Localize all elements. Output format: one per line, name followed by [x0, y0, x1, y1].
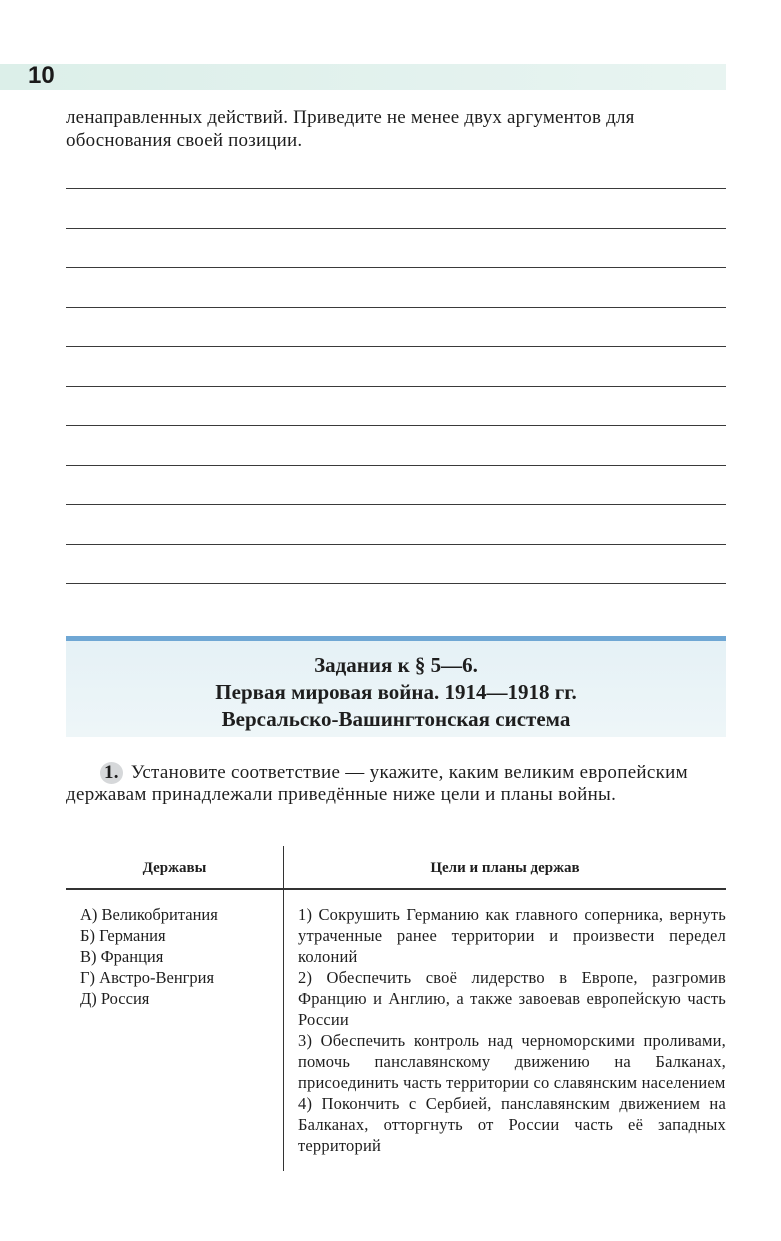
goal-item: 2) Обеспечить своё лидерство в Европе, разгромив Францию и Англию, а также завоевав европейскую часть России [298, 968, 726, 1029]
task-text: Установите соответствие — укажите, каким великим европейским державам принадлежали приведённые ниже цели и планы войны. [66, 762, 688, 805]
section-title-line-1: Задания к § 5—6. [314, 653, 478, 677]
answer-line[interactable] [66, 228, 726, 229]
section-title [66, 652, 726, 733]
page-number: 10 [28, 62, 55, 89]
powers-column-header: Державы [142, 860, 207, 876]
answer-line[interactable] [66, 188, 726, 189]
power-item: В) Франция [80, 947, 164, 966]
goals-list [298, 904, 726, 1156]
page-header-band [0, 64, 726, 90]
goal-item: 1) Сокрушить Германию как главного соперника, вернуть утраченные ранее территории и произвести передел колоний [298, 905, 726, 966]
power-item: Б) Германия [80, 926, 166, 945]
header-rule [66, 888, 726, 890]
power-item: Г) Австро-Венгрия [80, 968, 215, 987]
answer-line[interactable] [66, 465, 726, 466]
intro-paragraph: ленаправленных действий. Приведите не менее двух аргументов для обоснования своей позиции. [66, 107, 635, 151]
answer-line[interactable] [66, 346, 726, 347]
section-title-line-2: Первая мировая война. 1914—1918 гг. [215, 680, 577, 704]
goal-item: 3) Обеспечить контроль над черноморскими проливами, помочь панславянскому движению на Балканах, присоединить часть территории со славянским населением [298, 1031, 726, 1092]
answer-line[interactable] [66, 504, 726, 505]
power-item: А) Великобритания [80, 905, 218, 924]
powers-list [80, 904, 280, 1009]
power-item: Д) Россия [80, 989, 150, 1008]
task-number-badge: 1. [100, 762, 123, 784]
matching-table [66, 846, 726, 1171]
answer-lines [66, 188, 726, 623]
answer-line[interactable] [66, 267, 726, 268]
goals-column-header: Цели и планы держав [430, 860, 580, 876]
answer-line[interactable] [66, 425, 726, 426]
answer-line[interactable] [66, 583, 726, 584]
section-title-line-3: Версальско-Вашингтонская система [221, 707, 571, 731]
column-divider [283, 846, 284, 1171]
task-1 [66, 762, 726, 806]
answer-line[interactable] [66, 386, 726, 387]
answer-line[interactable] [66, 307, 726, 308]
goal-item: 4) Покончить с Сербией, панславянским движением на Балканах, отторгнуть от России часть её западных территорий [298, 1094, 726, 1155]
answer-line[interactable] [66, 544, 726, 545]
